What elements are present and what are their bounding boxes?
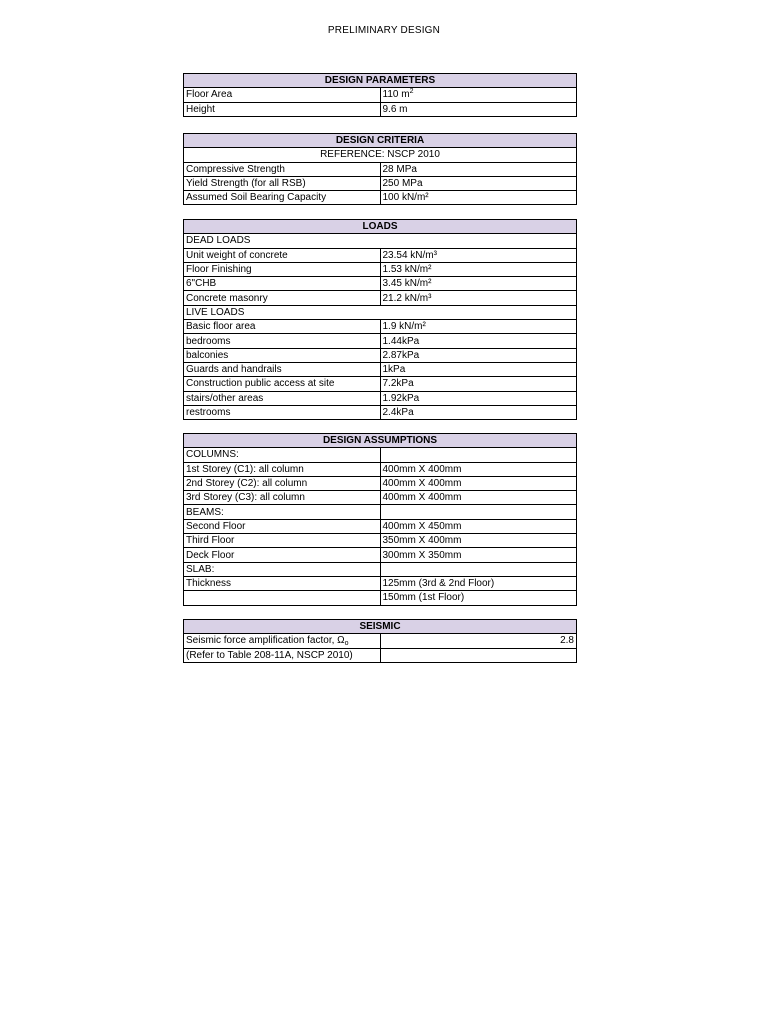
load-value: 2.87kPa	[380, 348, 577, 362]
empty-cell	[380, 648, 577, 662]
load-label: Concrete masonry	[184, 291, 381, 305]
assumption-label: Third Floor	[184, 534, 381, 548]
assumption-value: 150mm (1st Floor)	[380, 591, 577, 605]
empty-cell	[380, 562, 577, 576]
load-label: Guards and handrails	[184, 362, 381, 376]
assumption-value: 400mm X 450mm	[380, 519, 577, 533]
load-value: 1.53 kN/m²	[380, 262, 577, 276]
load-label: restrooms	[184, 405, 381, 419]
table-row	[184, 102, 577, 116]
table-row	[184, 405, 577, 419]
table-row	[184, 320, 577, 334]
page-title: PRELIMINARY DESIGN	[327, 25, 441, 36]
compressive-strength-value: 28 MPa	[380, 162, 577, 176]
table-row	[184, 534, 577, 548]
load-label: Floor Finishing	[184, 262, 381, 276]
load-value: 3.45 kN/m²	[380, 277, 577, 291]
table-row	[184, 391, 577, 405]
floor-area-value: 110 $m^2$	[380, 88, 577, 102]
load-label: Unit weight of concrete	[184, 248, 381, 262]
table-row	[184, 476, 577, 490]
table-row	[184, 448, 577, 462]
table-row	[184, 291, 577, 305]
load-value: 7.2kPa	[380, 377, 577, 391]
soil-bearing-value: 100 kN/m²	[380, 191, 577, 205]
load-label: bedrooms	[184, 334, 381, 348]
assumption-value: 300mm X 350mm	[380, 548, 577, 562]
design-assumptions-table	[183, 433, 577, 606]
table-row	[184, 548, 577, 562]
design-parameters-table	[183, 73, 577, 117]
table-row	[184, 491, 577, 505]
empty-cell	[380, 448, 577, 462]
table-row	[184, 462, 577, 476]
empty-cell	[380, 505, 577, 519]
assumption-label	[184, 591, 381, 605]
compressive-strength-label: Compressive Strength	[184, 162, 381, 176]
table-row	[184, 191, 577, 205]
assumption-label: Second Floor	[184, 519, 381, 533]
table-row	[184, 576, 577, 590]
load-value: 2.4kPa	[380, 405, 577, 419]
table-row	[184, 262, 577, 276]
load-value: 1.92kPa	[380, 391, 577, 405]
live-loads-title: LIVE LOADS	[184, 305, 577, 319]
load-label: 6"CHB	[184, 277, 381, 291]
table-row	[184, 634, 577, 648]
dead-loads-title: DEAD LOADS	[184, 234, 577, 248]
seismic-note: (Refer to Table 208-11A, NSCP 2010)	[184, 648, 381, 662]
reference-label: REFERENCE: NSCP 2010	[184, 148, 577, 162]
assumption-value: 125mm (3rd & 2nd Floor)	[380, 576, 577, 590]
beams-title: BEAMS:	[184, 505, 381, 519]
yield-strength-label: Yield Strength (for all RSB)	[184, 176, 381, 190]
load-value: 1.9 kN/m²	[380, 320, 577, 334]
load-label: stairs/other areas	[184, 391, 381, 405]
floor-area-label: Floor Area	[184, 88, 381, 102]
design-criteria-table	[183, 133, 577, 205]
load-label: Basic floor area	[184, 320, 381, 334]
assumption-value: 350mm X 400mm	[380, 534, 577, 548]
table-row	[184, 334, 577, 348]
table-row	[184, 348, 577, 362]
height-label: Height	[184, 102, 381, 116]
table-row	[184, 591, 577, 605]
yield-strength-value: 250 MPa	[380, 176, 577, 190]
assumption-label: Deck Floor	[184, 548, 381, 562]
table-row	[184, 519, 577, 533]
design-assumptions-header: DESIGN ASSUMPTIONS	[184, 434, 577, 448]
table-row	[184, 176, 577, 190]
seismic-table	[183, 619, 577, 663]
assumption-label: 1st Storey (C1): all column	[184, 462, 381, 476]
assumption-value: 400mm X 400mm	[380, 462, 577, 476]
table-row	[184, 277, 577, 291]
table-row	[184, 362, 577, 376]
assumption-label: Thickness	[184, 576, 381, 590]
table-row	[184, 562, 577, 576]
load-value: 1.44kPa	[380, 334, 577, 348]
columns-title: COLUMNS:	[184, 448, 381, 462]
load-value: 1kPa	[380, 362, 577, 376]
load-value: 21.2 kN/m³	[380, 291, 577, 305]
assumption-label: 2nd Storey (C2): all column	[184, 476, 381, 490]
load-label: balconies	[184, 348, 381, 362]
table-row	[184, 248, 577, 262]
height-value: 9.6 m	[380, 102, 577, 116]
assumption-value: 400mm X 400mm	[380, 491, 577, 505]
seismic-factor-label: Seismic force amplification factor, $\Omega_o$	[184, 634, 381, 648]
assumption-value: 400mm X 400mm	[380, 476, 577, 490]
design-parameters-header: DESIGN PARAMETERS	[184, 74, 577, 88]
load-label: Construction public access at site	[184, 377, 381, 391]
table-row	[184, 162, 577, 176]
table-row	[184, 377, 577, 391]
design-criteria-header: DESIGN CRITERIA	[184, 134, 577, 148]
loads-header: LOADS	[184, 220, 577, 234]
soil-bearing-label: Assumed Soil Bearing Capacity	[184, 191, 381, 205]
assumption-label: 3rd Storey (C3): all column	[184, 491, 381, 505]
table-row	[184, 648, 577, 662]
table-row	[184, 88, 577, 102]
slab-title: SLAB:	[184, 562, 381, 576]
load-value: 23.54 kN/m³	[380, 248, 577, 262]
table-row	[184, 505, 577, 519]
loads-table	[183, 219, 577, 420]
seismic-header: SEISMIC	[184, 620, 577, 634]
seismic-factor-value: 2.8	[380, 634, 577, 648]
